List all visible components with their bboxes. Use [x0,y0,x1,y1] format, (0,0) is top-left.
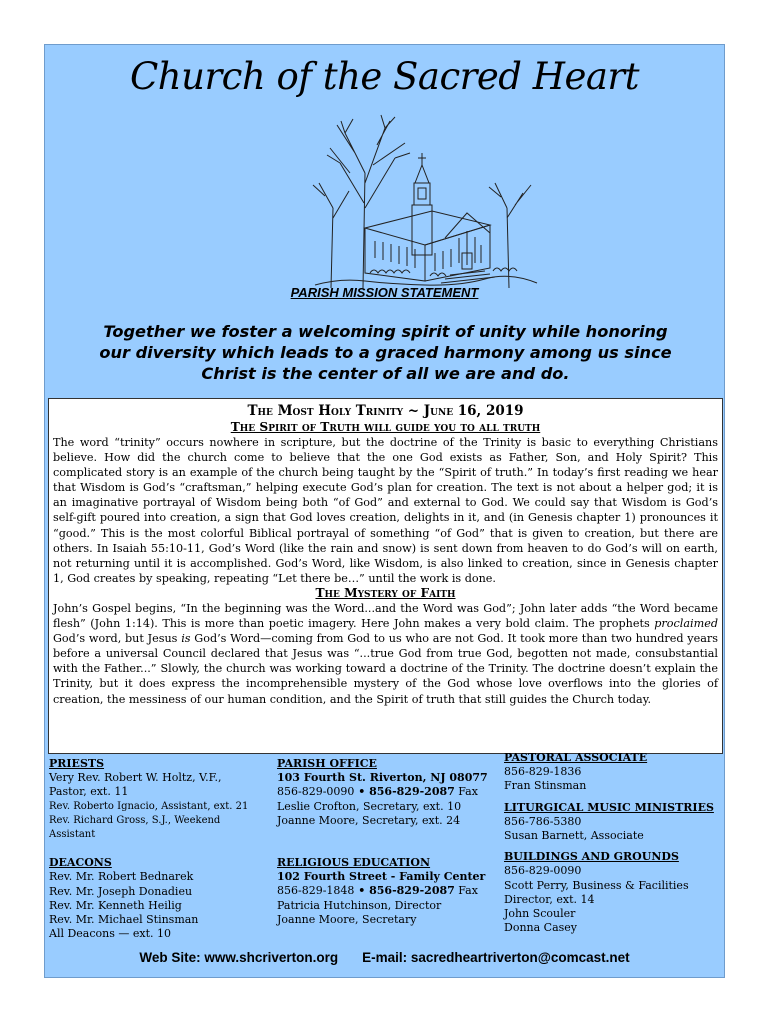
paragraph-text: John’s Gospel begins, “In the beginning was the Word...and the Word was God”; John later adds “the Word became flesh” (John 1:14). This is more than poetic imagery. Here John makes a very bold claim. The prophets [53,601,718,631]
staff-line: Rev. Mr. Michael Stinsman [49,913,199,927]
page-title: Church of the Sacred Heart [130,55,639,98]
staff-line: Fran Stinsman [504,779,587,793]
article-subheading: The Mystery of Faith [315,585,456,600]
footer [45,950,724,965]
staff-line: 856-829-0090 [504,864,582,878]
section-heading-deacons: DEACONS [49,856,112,870]
separator: • [354,884,370,898]
staff-line: John Scouler [504,907,576,921]
staff-column-left [49,757,274,941]
website-link[interactable]: Web Site: www.shcriverton.org [139,950,339,965]
fax-label: Fax [454,785,478,799]
phone-number: 856-829-1848 [277,884,355,898]
staff-line: 856-829-1836 [504,765,582,779]
church-illustration [245,113,545,291]
staff-line: Leslie Crofton, Secretary, ext. 10 [277,799,462,813]
paragraph-text: God’s Word—coming from God to us who are not God. It took more than two hundred years before a universal Council declared that Jesus was “...true God from true God, begotten not made, consubstantial with the Father...” Slowly, the church was working toward a doctrine of the Trinity. The doctrine doesn’t explain the Trinity, but it does express the incomprehensible mystery of the God whose love overflows into the glories of creation, the messiness of our human condition, and the Spirit of truth that still guides the Church today. [53,632,718,706]
staff-line: Rev. Roberto Ignacio, Assistant, ext. 21 [49,800,249,812]
staff-line: Donna Casey [504,921,578,935]
article-heading: The Most Holy Trinity ~ June 16, 2019 [247,403,524,419]
section-heading-priests: PRIESTS [49,757,105,770]
staff-column-right [504,751,724,935]
staff-line: Patricia Hutchinson, Director [277,898,442,912]
staff-line: Director, ext. 14 [504,892,595,906]
section-heading-pastoral-associate: PASTORAL ASSOCIATE [504,751,648,764]
office-address: 103 Fourth St. Riverton, NJ 08077 [277,771,488,785]
office-address: 102 Fourth Street - Family Center [277,870,486,884]
staff-line: 856-786-5380 [504,814,582,828]
mission-statement [75,321,696,384]
article-paragraph [53,601,718,707]
staff-line: All Deacons — ext. 10 [49,927,171,941]
emphasis-text: is [181,632,191,646]
staff-line: Rev. Mr. Kenneth Heilig [49,898,182,912]
mission-line: our diversity which leads to a graced harmony among us since [99,343,672,362]
fax-label: Fax [454,884,478,898]
fax-number: 856-829-2087 [369,884,455,898]
article-box [48,398,723,754]
staff-column-middle [277,757,502,927]
mission-heading: PARISH MISSION STATEMENT [290,285,479,300]
separator: • [354,785,370,799]
staff-line: Joanne Moore, Secretary, ext. 24 [277,813,461,827]
mission-line: Christ is the center of all we are and do. [201,364,570,383]
bulletin-page [44,44,725,978]
fax-number: 856-829-2087 [369,785,455,799]
emphasis-text: proclaimed [654,617,718,631]
staff-line: Very Rev. Robert W. Holtz, V.F., [49,771,222,785]
staff-line: Assistant [49,829,96,841]
staff-line: Rev. Mr. Joseph Donadieu [49,884,193,898]
staff-line: Rev. Mr. Robert Bednarek [49,870,194,884]
section-heading-parish-office: PARISH OFFICE [277,757,377,770]
article-subheading: The Spirit of Truth will guide you to all truth [230,420,541,434]
section-heading-buildings: BUILDINGS AND GROUNDS [504,850,679,864]
staff-line: Scott Perry, Business & Facilities [504,878,689,892]
staff-line: Joanne Moore, Secretary [277,912,417,926]
paragraph-text: God’s word, but Jesus [53,632,182,646]
section-heading-religious-education: RELIGIOUS EDUCATION [277,856,431,870]
office-phone-line [277,785,502,799]
mission-line: Together we foster a welcoming spirit of unity while honoring [103,322,668,341]
staff-line: Rev. Richard Gross, S.J., Weekend [49,814,221,826]
staff-line: Pastor, ext. 11 [49,785,129,799]
staff-line: Susan Barnett, Associate [504,829,644,843]
office-phone-line [277,884,502,898]
phone-number: 856-829-0090 [277,785,355,799]
email-link[interactable]: E-mail: sacredheartriverton@comcast.net [362,950,630,965]
section-heading-music: LITURGICAL MUSIC MINISTRIES [504,800,714,814]
article-paragraph: The word “trinity” occurs nowhere in scripture, but the doctrine of the Trinity is basic to everything Christians believe. How did the church come to believe that the one God exists as Father, Son, and Holy Spirit? This complicated story is an example of the church being taught by the “Spirit of truth.” In today’s first reading we hear that Wisdom is God’s “craftsman,” helping execute God’s plan for creation. The text is not about a helper god; it is an imaginative portrayal of Wisdom being both “of God” and external to God. We could say that Wisdom is God’s self-gift poured into creation, a sign that God loves creation, delights in it, and (in Genesis chapter 1) pronounces it “good.” This is the most colorful Biblical portrayal of something “of God” that is given to creation, but there are others. In Isaiah 55:10-11, God’s Word (like the rain and snow) is sent down from heaven to do God’s will on earth, not returning until it is accomplished. God’s Word, like Wisdom, is also linked to creation, since in Genesis chapter 1, God creates by speaking, repeating “Let there be…” until the work is done. [53,436,718,585]
